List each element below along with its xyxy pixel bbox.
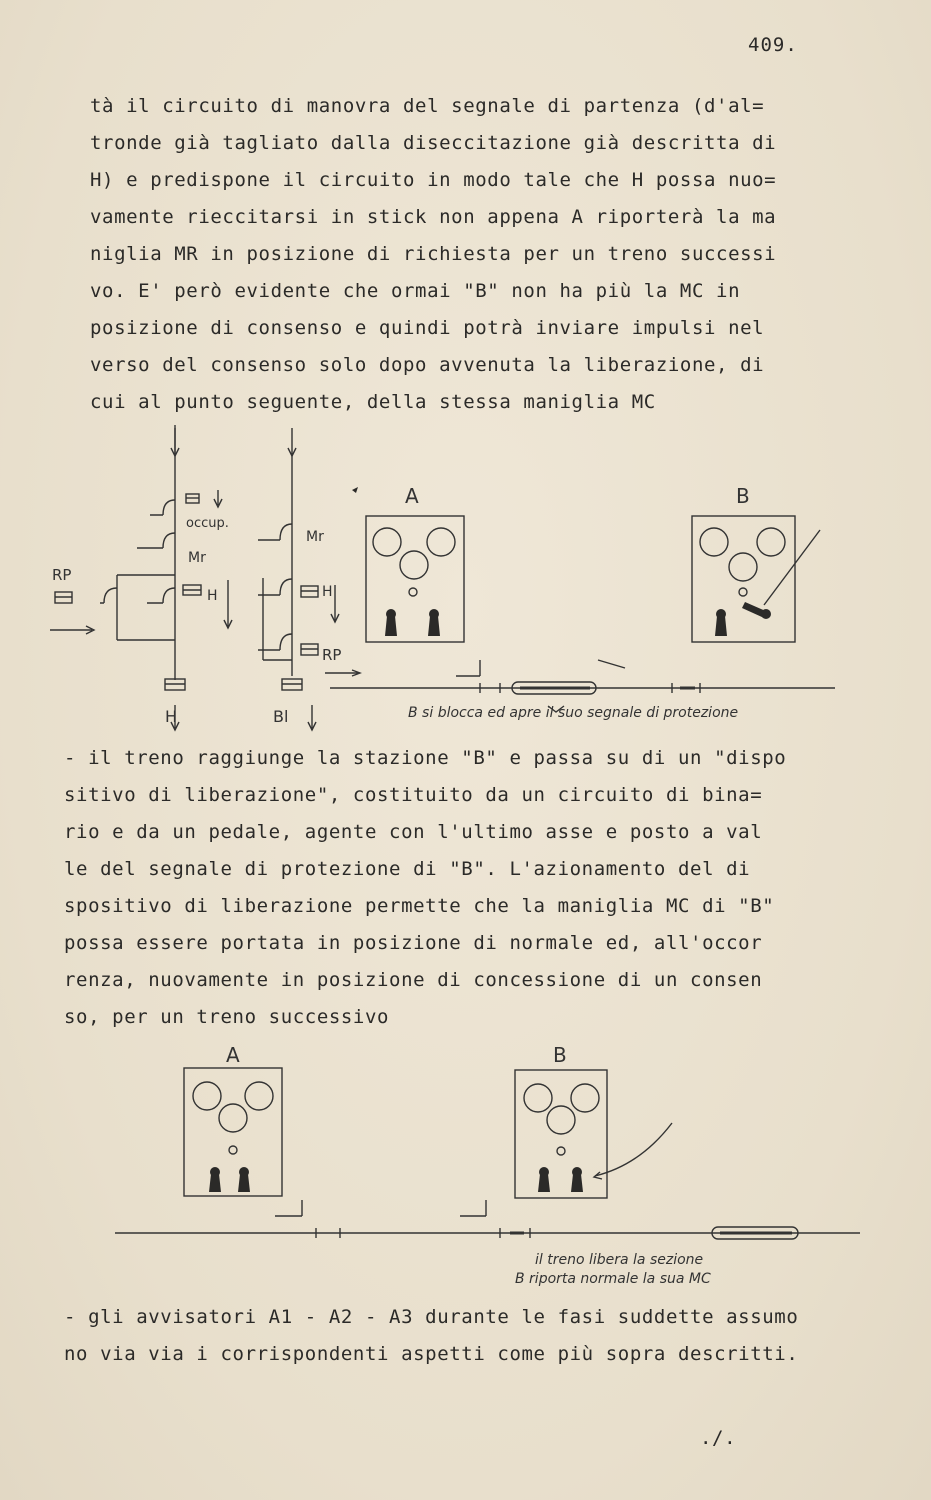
text-line: possa essere portata in posizione di normale ed, all'occor bbox=[64, 932, 763, 954]
paragraph-3 bbox=[64, 1299, 798, 1373]
station-b-label-2: B bbox=[553, 1043, 567, 1067]
diagram1-annotation: B si blocca ed apre il suo segnale di protezione bbox=[408, 705, 739, 721]
diagram2-annotation-1: il treno libera la sezione bbox=[535, 1252, 704, 1268]
text-line: tà il circuito di manovra del segnale di partenza (d'al= bbox=[90, 95, 765, 117]
text-line: niglia MR in posizione di richiesta per un treno successi bbox=[90, 243, 777, 265]
label-mr-right: Mr bbox=[306, 529, 324, 545]
label-rp-left: RP bbox=[52, 566, 72, 584]
label-bl-bottom: Bl bbox=[273, 707, 289, 726]
label-h-bottom: H bbox=[165, 707, 178, 726]
text-line: le del segnale di protezione di "B". L'azionamento del di bbox=[64, 858, 751, 880]
text-line: spositivo di liberazione permette che la maniglia MC di "B" bbox=[64, 895, 775, 917]
label-rp-right: RP bbox=[322, 646, 342, 664]
text-line: renza, nuovamente in posizione di concessione di un consen bbox=[64, 969, 763, 991]
page-number: 409. bbox=[748, 34, 798, 56]
text-line: no via via i corrispondenti aspetti come più sopra descritti. bbox=[64, 1343, 799, 1365]
text-line: posizione di consenso e quindi potrà inviare impulsi nel bbox=[90, 317, 765, 339]
paragraph-2 bbox=[64, 740, 786, 1036]
station-b-label: B bbox=[736, 484, 750, 508]
label-mr-left: Mr bbox=[188, 550, 206, 566]
text-line: sitivo di liberazione", costituito da un circuito di bina= bbox=[64, 784, 763, 806]
text-line: so, per un treno successivo bbox=[64, 1006, 390, 1028]
text-line: verso del consenso solo dopo avvenuta la liberazione, di bbox=[90, 354, 765, 376]
text-line: tronde già tagliato dalla diseccitazione già descritta di bbox=[90, 132, 777, 154]
paragraph-1 bbox=[90, 88, 776, 421]
text-line: vamente rieccitarsi in stick non appena A riporterà la ma bbox=[90, 206, 777, 228]
continuation-mark: ./. bbox=[700, 1427, 737, 1449]
text-line: cui al punto seguente, della stessa maniglia MC bbox=[90, 391, 656, 413]
text-line: - il treno raggiunge la stazione "B" e passa su di un "dispo bbox=[64, 747, 787, 769]
station-a-label: A bbox=[405, 484, 419, 508]
text-line: H) e predispone il circuito in modo tale che H possa nuo= bbox=[90, 169, 777, 191]
label-h-left: H bbox=[207, 588, 218, 604]
diagram2-annotation-2: B riporta normale la sua MC bbox=[515, 1271, 711, 1287]
text-line: vo. E' però evidente che ormai "B" non ha più la MC in bbox=[90, 280, 741, 302]
label-occup: occup. bbox=[186, 516, 229, 531]
label-h-right: H bbox=[322, 584, 333, 600]
text-line: - gli avvisatori A1 - A2 - A3 durante le fasi suddette assumo bbox=[64, 1306, 799, 1328]
text-line: rio e da un pedale, agente con l'ultimo asse e posto a val bbox=[64, 821, 763, 843]
station-a-label-2: A bbox=[226, 1043, 240, 1067]
